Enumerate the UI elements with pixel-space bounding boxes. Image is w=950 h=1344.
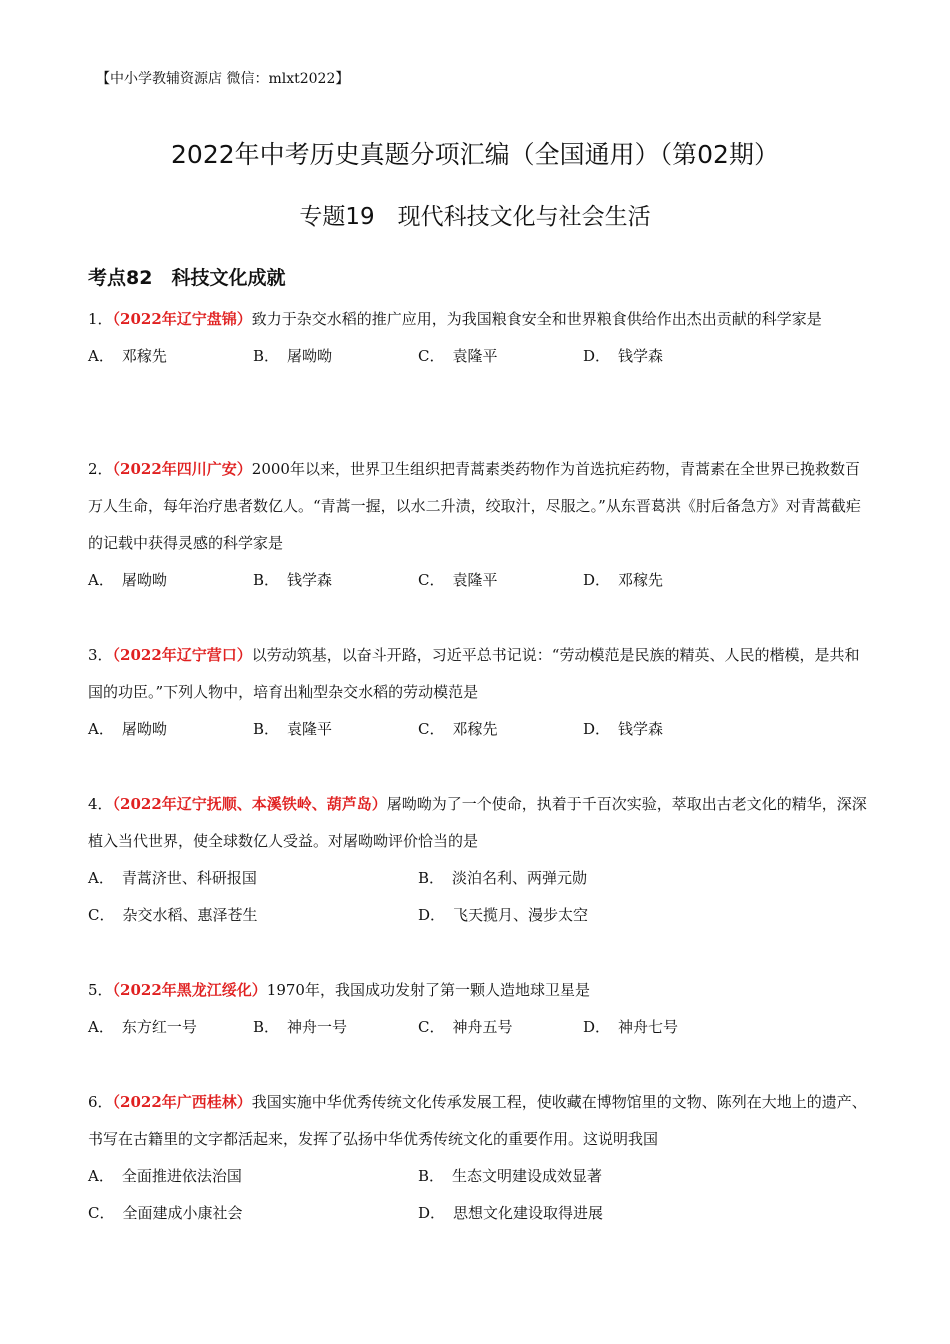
question-4 [88, 786, 868, 934]
question-source: （2022年广西桂林） [112, 1093, 252, 1111]
option-a[interactable]: A． 东方红一号 [88, 1018, 197, 1036]
question-6 [88, 1084, 868, 1232]
question-number: 6． [88, 1093, 113, 1111]
question-text: 2000年以来，世界卫生组织把青蒿素类药物作为首选抗疟药物，青蒿素在全世界已挽救数百万人生命，每年治疗患者数亿人。“青蒿一握，以水二升渍，绞取汁，尽服之。”从东晋葛洪《肘后备急方》对青蒿截疟的记载中获得灵感的科学家是 [88, 460, 861, 552]
option-c[interactable]: C． 神舟五号 [418, 1018, 513, 1036]
option-a[interactable]: A． 青蒿济世、科研报国 [88, 869, 257, 887]
question-3 [88, 637, 868, 748]
question-stem [88, 301, 868, 338]
question-stem [88, 637, 868, 711]
option-c[interactable]: C． 袁隆平 [418, 347, 498, 365]
question-number: 2． [88, 460, 113, 478]
question-source: （2022年辽宁抚顺、本溪铁岭、葫芦岛） [112, 795, 387, 813]
question-source: （2022年辽宁营口） [112, 646, 252, 664]
question-1 [88, 301, 868, 375]
page-subtitle: 专题19 现代科技文化与社会生活 [299, 204, 651, 230]
option-d[interactable]: D． 钱学森 [583, 720, 664, 738]
options [88, 711, 868, 748]
header-tag: 【中小学教辅资源店 微信：mlxt2022】 [96, 71, 350, 87]
question-number: 4． [88, 795, 113, 813]
option-b[interactable]: B． 袁隆平 [253, 720, 333, 738]
question-source: （2022年辽宁盘锦） [112, 310, 252, 328]
question-text: 以劳动筑基，以奋斗开路，习近平总书记说：“劳动模范是民族的精英、人民的楷模，是共和国的功臣。”下列人物中，培育出籼型杂交水稻的劳动模范是 [88, 646, 860, 701]
question-text: 屠呦呦为了一个使命，执着于千百次实验，萃取出古老文化的精华，深深植入当代世界，使全球数亿人受益。对屠呦呦评价恰当的是 [88, 795, 867, 850]
question-number: 3． [88, 646, 113, 664]
option-d[interactable]: D． 思想文化建设取得进展 [418, 1204, 604, 1222]
question-source: （2022年黑龙江绥化） [112, 981, 267, 999]
option-c[interactable]: C． 全面建成小康社会 [88, 1204, 243, 1222]
question-text: 致力于杂交水稻的推广应用，为我国粮食安全和世界粮食供给作出杰出贡献的科学家是 [251, 310, 822, 328]
question-source: （2022年四川广安） [112, 460, 252, 478]
options [88, 338, 868, 375]
option-b[interactable]: B． 生态文明建设成效显著 [418, 1167, 603, 1185]
options [88, 1009, 868, 1046]
question-stem [88, 786, 868, 860]
option-d[interactable]: D． 钱学森 [583, 347, 664, 365]
question-text: 1970年，我国成功发射了第一颗人造地球卫星是 [266, 981, 590, 999]
option-d[interactable]: D． 飞天揽月、漫步太空 [418, 906, 589, 924]
option-b[interactable]: B． 淡泊名利、两弹元勋 [418, 869, 588, 887]
question-number: 1． [88, 310, 113, 328]
option-d[interactable]: D． 神舟七号 [583, 1018, 679, 1036]
section-title: 考点82 科技文化成就 [88, 267, 286, 289]
option-c[interactable]: C． 杂交水稻、惠泽苍生 [88, 906, 258, 924]
options [88, 562, 868, 599]
option-a[interactable]: A． 全面推进依法治国 [88, 1167, 242, 1185]
question-stem [88, 1084, 868, 1158]
question-5 [88, 972, 868, 1046]
page-title: 2022年中考历史真题分项汇编（全国通用）（第02期） [171, 140, 779, 169]
options [88, 860, 868, 934]
option-c[interactable]: C． 邓稼先 [418, 720, 498, 738]
option-a[interactable]: A． 屠呦呦 [88, 720, 167, 738]
question-number: 5． [88, 981, 113, 999]
option-c[interactable]: C． 袁隆平 [418, 571, 498, 589]
options [88, 1158, 868, 1232]
option-b[interactable]: B． 神舟一号 [253, 1018, 348, 1036]
option-b[interactable]: B． 钱学森 [253, 571, 333, 589]
question-text: 我国实施中华优秀传统文化传承发展工程，使收藏在博物馆里的文物、陈列在大地上的遗产、书写在古籍里的文字都活起来，发挥了弘扬中华优秀传统文化的重要作用。这说明我国 [88, 1093, 867, 1148]
question-stem [88, 972, 868, 1009]
option-a[interactable]: A． 邓稼先 [88, 347, 167, 365]
question-2 [88, 451, 868, 599]
option-a[interactable]: A． 屠呦呦 [88, 571, 167, 589]
question-stem [88, 451, 868, 562]
option-b[interactable]: B． 屠呦呦 [253, 347, 333, 365]
option-d[interactable]: D． 邓稼先 [583, 571, 664, 589]
